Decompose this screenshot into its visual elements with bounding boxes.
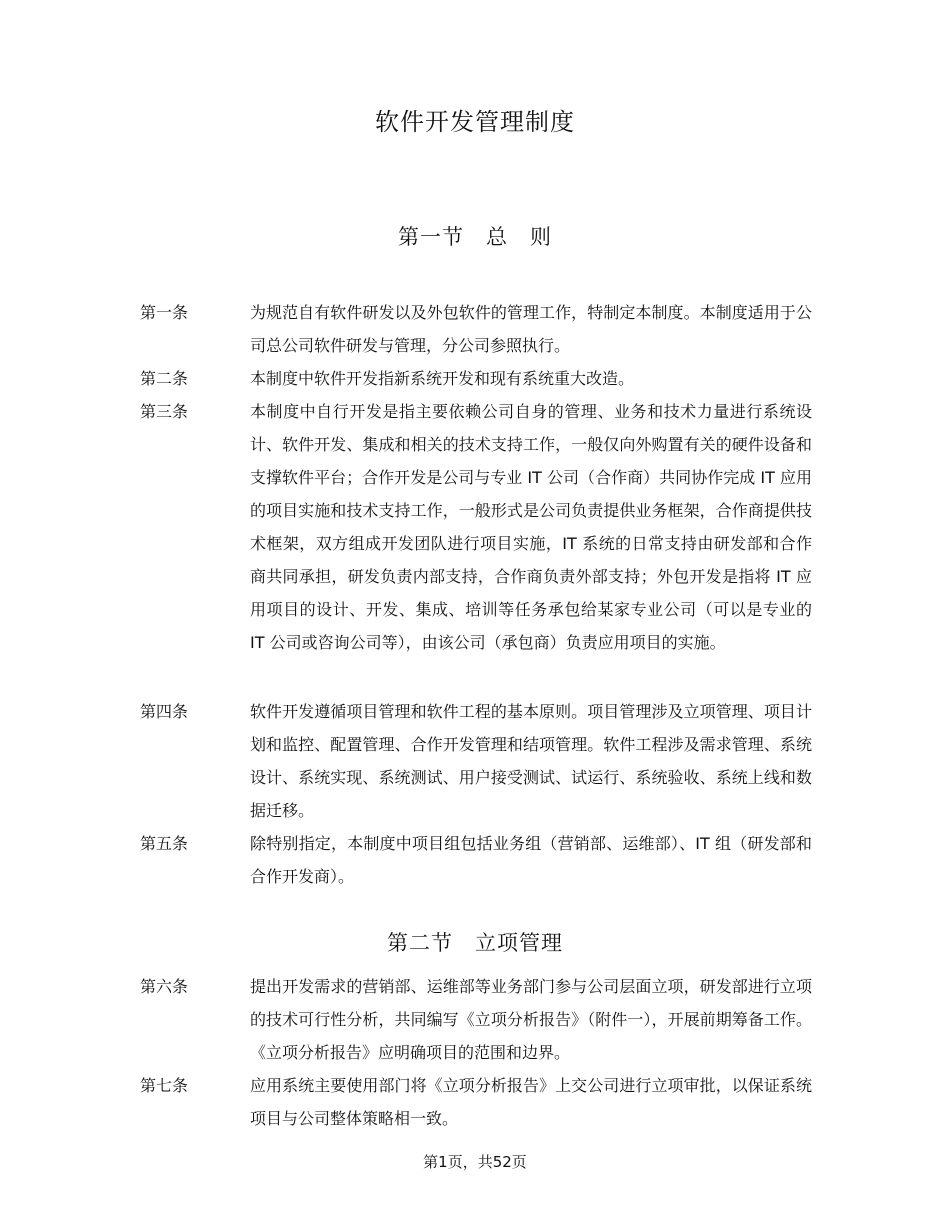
article-number: 第三条 <box>140 402 189 421</box>
document-title: 软件开发管理制度 <box>375 108 575 136</box>
article-number: 第四条 <box>140 702 189 721</box>
article-number: 第一条 <box>140 303 189 322</box>
section-title-1: 第一节 总 则 <box>398 225 552 249</box>
article-number: 第五条 <box>140 834 189 853</box>
article-2 <box>140 362 812 395</box>
section-title-2: 第二节 立项管理 <box>387 931 563 955</box>
article-text: 本制度中软件开发指新系统开发和现有系统重大改造。 <box>250 369 635 388</box>
article-1 <box>140 296 812 362</box>
article-text: 软件开发遵循项目管理和软件工程的基本原则。项目管理涉及立项管理、项目计划和监控、配置管理、合作开发管理和结项管理。软件工程涉及需求管理、系统设计、系统实现、系统测试、用户接受测试、试运行、系统验收、系统上线和数据迁移。 <box>250 702 812 820</box>
article-number: 第六条 <box>140 977 189 996</box>
article-4 <box>140 695 812 827</box>
article-text: 应用系统主要使用部门将《立项分析报告》上交公司进行立项审批，以保证系统项目与公司整体策略相一致。 <box>250 1076 812 1128</box>
article-6 <box>140 970 812 1069</box>
article-7 <box>140 1069 812 1135</box>
article-number: 第二条 <box>140 369 189 388</box>
article-text: 本制度中自行开发是指主要依赖公司自身的管理、业务和技术力量进行系统设计、软件开发、集成和相关的技术支持工作，一般仅向外购置有关的硬件设备和支撑软件平台；合作开发是公司与专业 IT 公司（合作商）共同协作完成 IT 应用的项目实施和技术支持工作，一般形式是公司负责提供业务框架，合作商提供技术框架，双方组成开发团队进行项目实施，IT 系统的日常支持由研发部和合作商共同承担，研发负责内部支持，合作商负责外部支持；外包开发是指将 IT 应用项目的设计、开发、集成、培训等任务承包给某家专业公司（可以是专业的 IT 公司或咨询公司等），由该公司（承包商）负责应用项目的实施。 <box>250 402 812 652</box>
article-3 <box>140 395 812 659</box>
page-footer: 第1页，共52页 <box>423 1153 527 1171</box>
article-text: 除特别指定，本制度中项目组包括业务组（营销部、运维部）、IT 组（研发部和合作开发商）。 <box>250 834 812 886</box>
article-text: 为规范自有软件研发以及外包软件的管理工作，特制定本制度。本制度适用于公司总公司软件研发与管理，分公司参照执行。 <box>250 303 812 355</box>
article-text: 提出开发需求的营销部、运维部等业务部门参与公司层面立项，研发部进行立项的技术可行性分析，共同编写《立项分析报告》（附件一），开展前期筹备工作。《立项分析报告》应明确项目的范围和边界。 <box>250 977 812 1062</box>
article-number: 第七条 <box>140 1076 189 1095</box>
article-5 <box>140 827 812 893</box>
